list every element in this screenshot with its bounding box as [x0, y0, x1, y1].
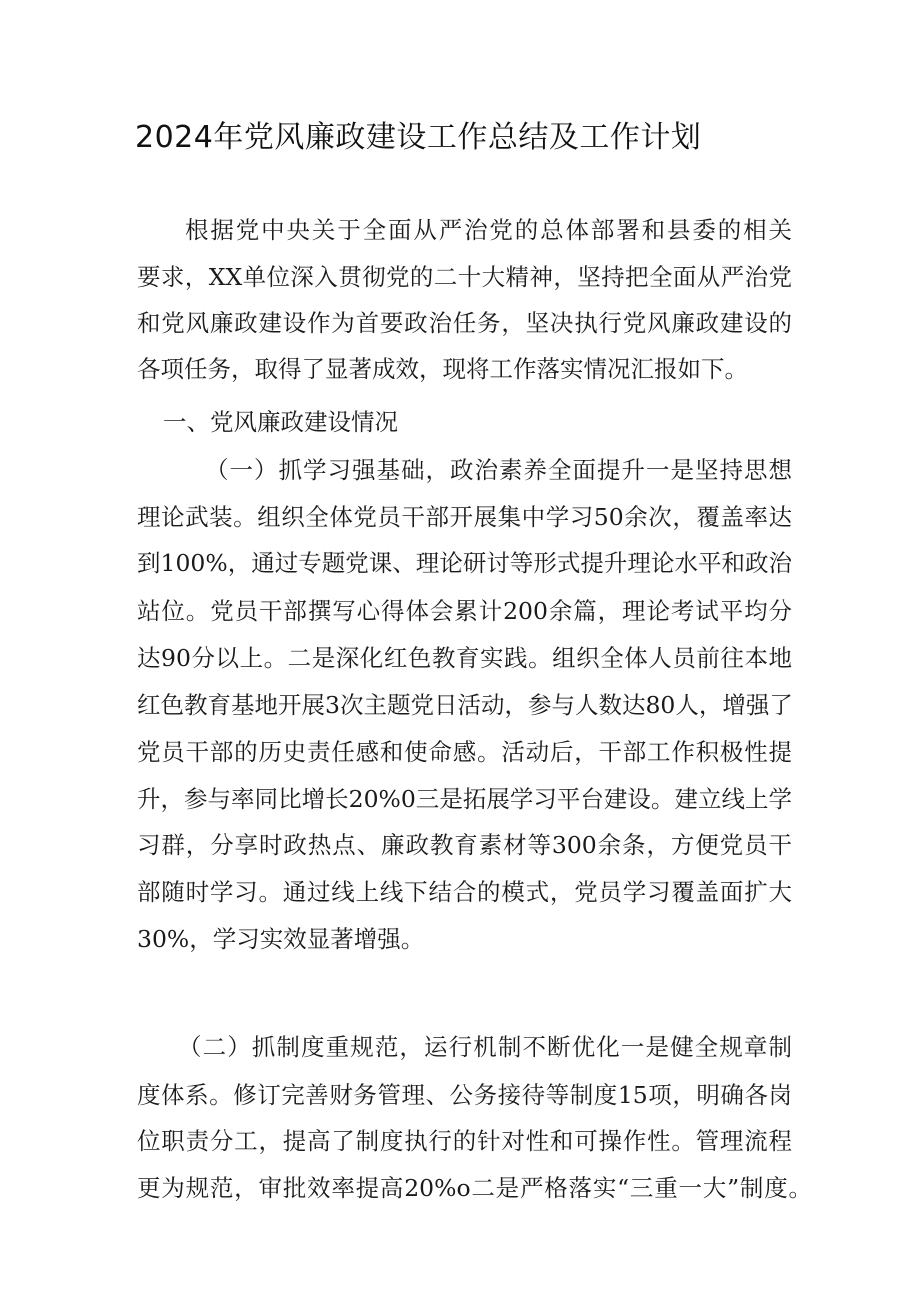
text-line: 各项任务，取得了显著成效，现将工作落实情况汇报如下。 [137, 355, 748, 383]
text-line: 30%，学习实效显著增强。 [137, 925, 425, 953]
text-line: 更为规范，审批效率提高20%o二是严格落实“三重一大”制度。 [137, 1174, 812, 1202]
text-line: 要求，XX单位深入贯彻党的二十大精神，坚持把全面从严治党 [137, 263, 792, 291]
text-line: 位职责分工，提高了制度执行的针对性和可操作性。管理流程 [137, 1127, 792, 1155]
document-title: 2024年党风廉政建设工作总结及工作计划 [135, 120, 702, 155]
section-heading: 一、党风廉政建设情况 [163, 408, 398, 436]
text-line: （二）抓制度重规范，运行机制不断优化一是健全规章制 [178, 1033, 792, 1061]
text-line: 度体系。修订完善财务管理、公务接待等制度15项，明确各岗 [137, 1081, 792, 1109]
text-line: 红色教育基地开展3次主题党日活动，参与人数达80人，增强了 [137, 691, 793, 719]
text-line: 到100%，通过专题党课、理论研讨等形式提升理论水平和政治 [137, 549, 792, 577]
text-line: 和党风廉政建设作为首要政治任务，坚决执行党风廉政建设的 [137, 309, 792, 337]
text-line: 站位。党员干部撰写心得体会累计200余篇，理论考试平均分 [137, 597, 792, 625]
text-line: 党员干部的历史责任感和使命感。活动后，干部工作积极性提 [137, 738, 792, 766]
text-line: 达90分以上。二是深化红色教育实践。组织全体人员前往本地 [137, 644, 792, 672]
text-line: 习群，分享时政热点、廉政教育素材等300余条，方便党员干 [137, 831, 792, 859]
text-line: 部随时学习。通过线上线下结合的模式，党员学习覆盖面扩大 [137, 878, 792, 906]
text-line: 理论武装。组织全体党员干部开展集中学习50余次，覆盖率达 [137, 503, 792, 531]
text-line: 升，参与率同比增长20%0三是拓展学习平台建设。建立线上学 [137, 785, 792, 813]
text-line: 根据党中央关于全面从严治党的总体部署和县委的相关 [185, 216, 792, 244]
text-line: （一）抓学习强基础，政治素养全面提升一是坚持思想 [205, 456, 792, 484]
